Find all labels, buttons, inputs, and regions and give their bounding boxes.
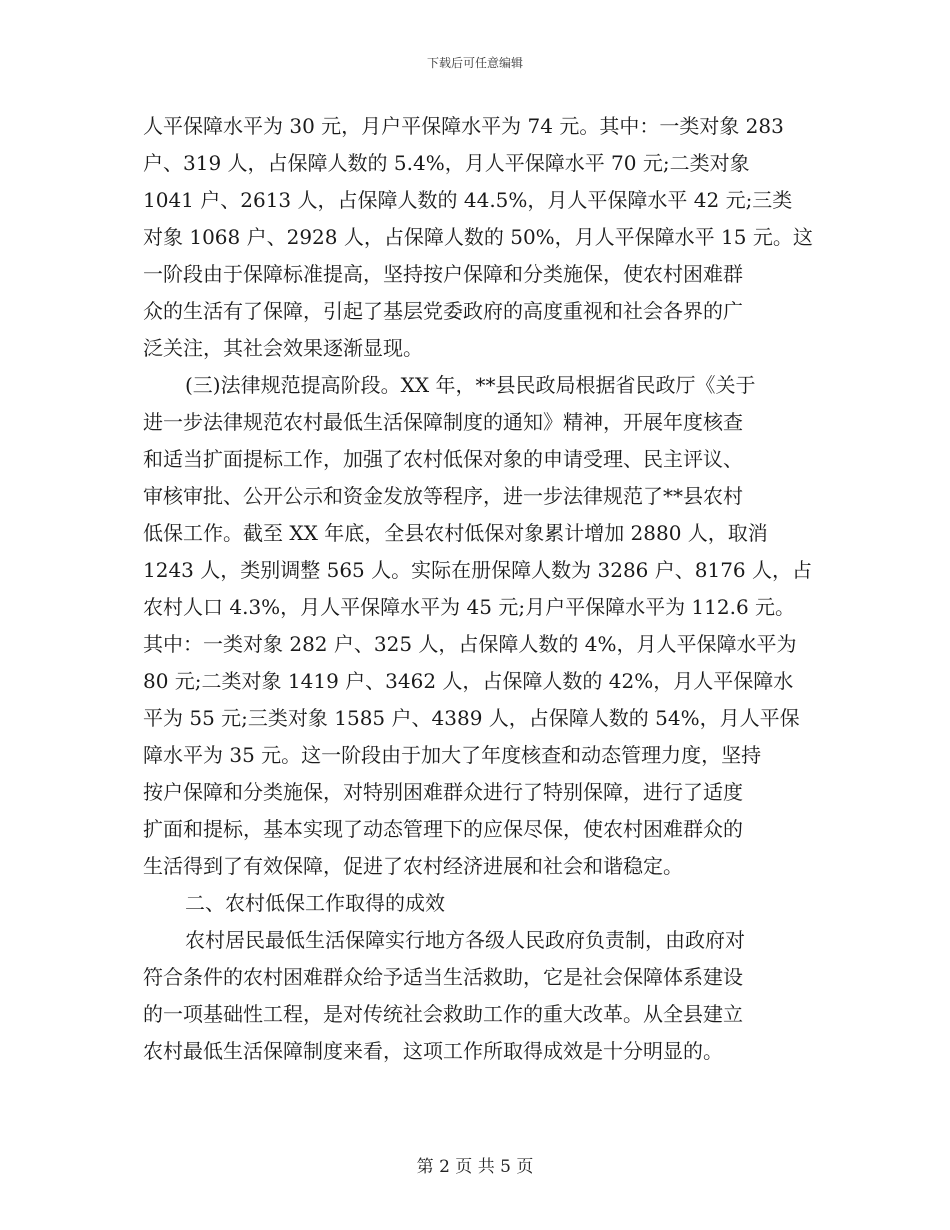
text-line: 人平保障水平为 30 元，月户平保障水平为 74 元。其中：一类对象 283	[143, 114, 784, 138]
section-heading: 二、农村低保工作取得的成效	[185, 891, 445, 915]
text-line: 1041 户、2613 人，占保障人数的 44.5%，月人平保障水平 42 元;三类	[143, 188, 793, 212]
text-line: 按户保障和分类施保，对特别困难群众进行了特别保障，进行了适度	[143, 780, 743, 804]
text-line: 众的生活有了保障，引起了基层党委政府的高度重视和社会各界的广	[143, 299, 743, 323]
text-line: 泛关注，其社会效果逐渐显现。	[143, 336, 423, 360]
text-line: 障水平为 35 元。这一阶段由于加大了年度核查和动态管理力度，坚持	[143, 743, 762, 767]
text-line: 对象 1068 户、2928 人，占保障人数的 50%，月人平保障水平 15 元。这	[143, 225, 813, 249]
page-header: 下载后可任意编辑	[426, 56, 523, 70]
text-line: 低保工作。截至 XX 年底，全县农村低保对象累计增加 2880 人，取消	[143, 521, 768, 545]
text-line: 一阶段由于保障标准提高，坚持按户保障和分类施保，使农村困难群	[143, 262, 743, 286]
page-number-footer: 第 2 页 共 5 页	[416, 1157, 534, 1177]
text-line: 和适当扩面提标工作，加强了农村低保对象的申请受理、民主评议、	[143, 447, 743, 471]
text-line: 生活得到了有效保障，促进了农村经济进展和社会和谐稳定。	[143, 854, 683, 878]
paragraph-start-line: 农村居民最低生活保障实行地方各级人民政府负责制，由政府对	[185, 928, 745, 952]
text-line: 符合条件的农村困难群众给予适当生活救助，它是社会保障体系建设	[143, 965, 743, 989]
text-line: 的一项基础性工程，是对传统社会救助工作的重大改革。从全县建立	[143, 1002, 743, 1026]
text-line: 80 元;二类对象 1419 户、3462 人，占保障人数的 42%，月人平保障水	[143, 669, 794, 693]
text-line: 农村最低生活保障制度来看，这项工作所取得成效是十分明显的。	[143, 1039, 723, 1063]
text-line: 进一步法律规范农村最低生活保障制度的通知》精神，开展年度核查	[143, 410, 743, 434]
paragraph-start-line: (三)法律规范提高阶段。XX 年，**县民政局根据省民政厅《关于	[185, 373, 756, 397]
text-line: 审核审批、公开公示和资金发放等程序，进一步法律规范了**县农村	[143, 484, 743, 508]
body-text	[143, 108, 813, 1070]
text-line: 农村人口 4.3%，月人平保障水平为 45 元;月户平保障水平为 112.6 元。	[143, 595, 796, 619]
text-line: 平为 55 元;三类对象 1585 户、4389 人，占保障人数的 54%，月人平保	[143, 706, 800, 730]
text-line: 其中：一类对象 282 户、325 人，占保障人数的 4%，月人平保障水平为	[143, 632, 797, 656]
text-line: 户、319 人，占保障人数的 5.4%，月人平保障水平 70 元;二类对象	[143, 151, 750, 175]
text-line: 扩面和提标，基本实现了动态管理下的应保尽保，使农村困难群众的	[143, 817, 743, 841]
text-line: 1243 人，类别调整 565 人。实际在册保障人数为 3286 户、8176 人，占	[143, 558, 813, 582]
